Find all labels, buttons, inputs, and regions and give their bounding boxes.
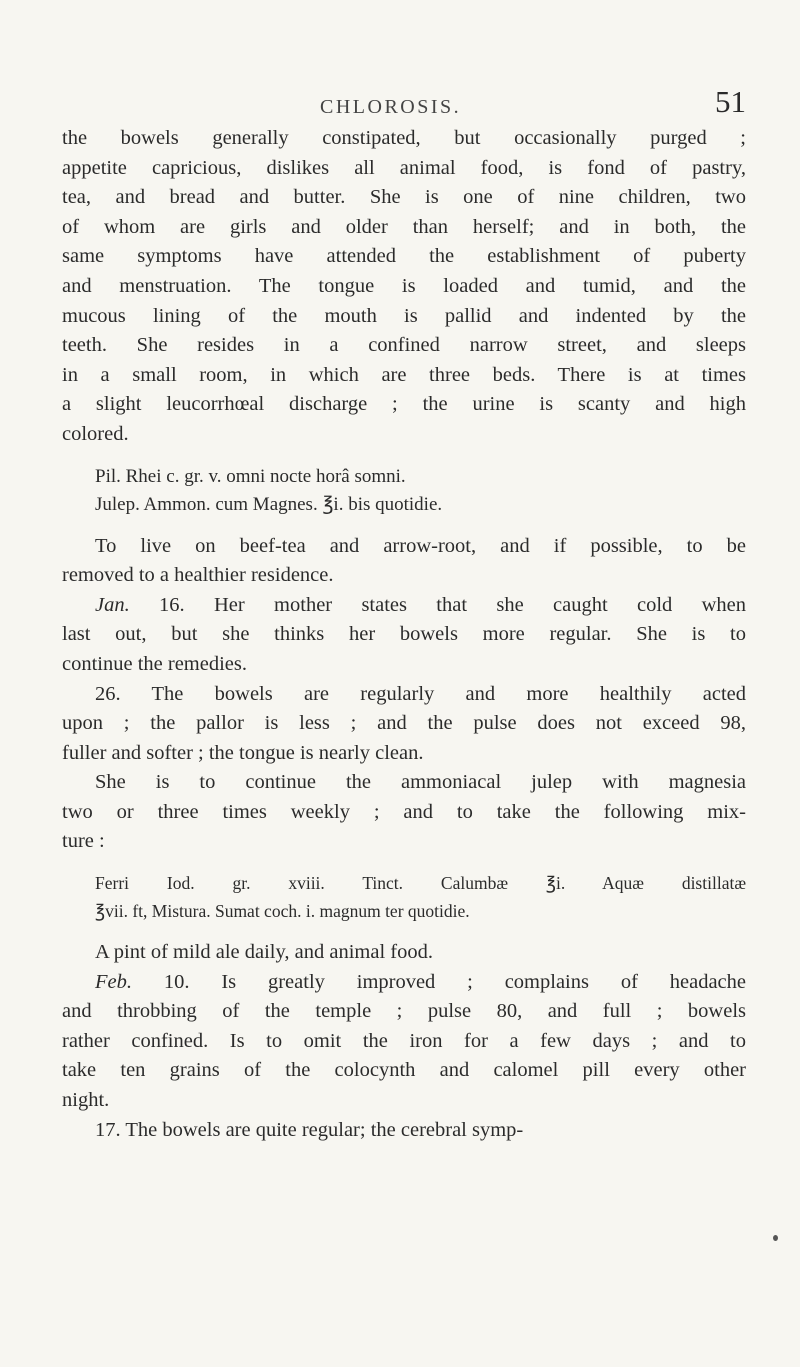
text-line: To live on beef-tea and arrow-root, and if possible, to be <box>95 534 746 557</box>
text-line: continue the remedies. <box>62 652 248 675</box>
text-line: She is to continue the ammoniacal julep with magnesia <box>95 771 746 794</box>
text-line: A pint of mild ale daily, and animal food. <box>95 941 433 964</box>
text-line: removed to a healthier residence. <box>62 564 334 587</box>
text-line: ture : <box>62 830 105 853</box>
paragraph-january <box>62 532 746 858</box>
entry-26: 26. The bowels are regularly and more healthily acted <box>95 682 746 705</box>
text-line: upon ; the pallor is less ; and the pulse does not exceed 98, <box>62 712 746 735</box>
text-line: and throbbing of the temple ; pulse 80, and full ; bowels <box>62 1000 746 1023</box>
text-line: fuller and softer ; the tongue is nearly clean. <box>62 741 424 764</box>
text-line: same symptoms have attended the establishment of puberty <box>62 245 746 268</box>
ink-speck <box>773 1235 778 1241</box>
page-header <box>62 84 746 124</box>
text-line: last out, but she thinks her bowels more regular. She is to <box>62 623 746 646</box>
text-line: tea, and bread and butter. She is one of nine children, two <box>62 186 746 209</box>
text-line: and menstruation. The tongue is loaded and tumid, and the <box>62 274 746 297</box>
running-head: CHLOROSIS. <box>320 96 462 118</box>
prescription-1 <box>95 463 746 519</box>
date-label: Feb. <box>95 970 132 993</box>
entry-jan-16 <box>62 591 746 621</box>
page-number: 51 <box>715 84 746 119</box>
text-line: teeth. She resides in a confined narrow street, and sleeps <box>62 334 746 357</box>
paragraph-case-history <box>62 124 746 450</box>
prescription-line: Julep. Ammon. cum Magnes. ℥i. bis quotidie. <box>95 493 443 515</box>
text-line: colored. <box>62 422 129 445</box>
text-line: mucous lining of the mouth is pallid and indented by the <box>62 304 746 327</box>
prescription-2 <box>95 870 746 925</box>
text-line: take ten grains of the colocynth and calomel pill every other <box>62 1059 746 1082</box>
text-line: night. <box>62 1089 110 1112</box>
text-line: the bowels generally constipated, but occasionally purged ; <box>62 127 746 149</box>
body-text <box>62 124 746 1145</box>
entry-feb-10 <box>62 968 746 998</box>
text-line: a slight leucorrhœal discharge ; the urine is scanty and high <box>62 393 746 416</box>
text-line: appetite capricious, dislikes all animal food, is fond of pastry, <box>62 156 746 179</box>
text-line: two or three times weekly ; and to take the following mix- <box>62 800 746 823</box>
date-label: Jan. <box>95 593 130 616</box>
prescription-line: Ferri Iod. gr. xviii. Tinct. Calumbæ ℥i. Aquæ distillatæ <box>95 873 746 894</box>
entry-text: 10. Is greatly improved ; complains of headache <box>132 970 746 993</box>
text-line: rather confined. Is to omit the iron for a few days ; and to <box>62 1029 746 1052</box>
text-line: in a small room, in which are three beds. There is at times <box>62 363 746 386</box>
text-line: of whom are girls and older than herself; and in both, the <box>62 215 746 238</box>
paragraph-february <box>62 938 746 1145</box>
prescription-line: Pil. Rhei c. gr. v. omni nocte horâ somni. <box>95 465 406 487</box>
prescription-line: ℥vii. ft, Mistura. Sumat coch. i. magnum ter quotidie. <box>95 900 470 921</box>
entry-17: 17. The bowels are quite regular; the cerebral symp- <box>95 1118 524 1141</box>
entry-text: 16. Her mother states that she caught cold when <box>129 593 746 616</box>
